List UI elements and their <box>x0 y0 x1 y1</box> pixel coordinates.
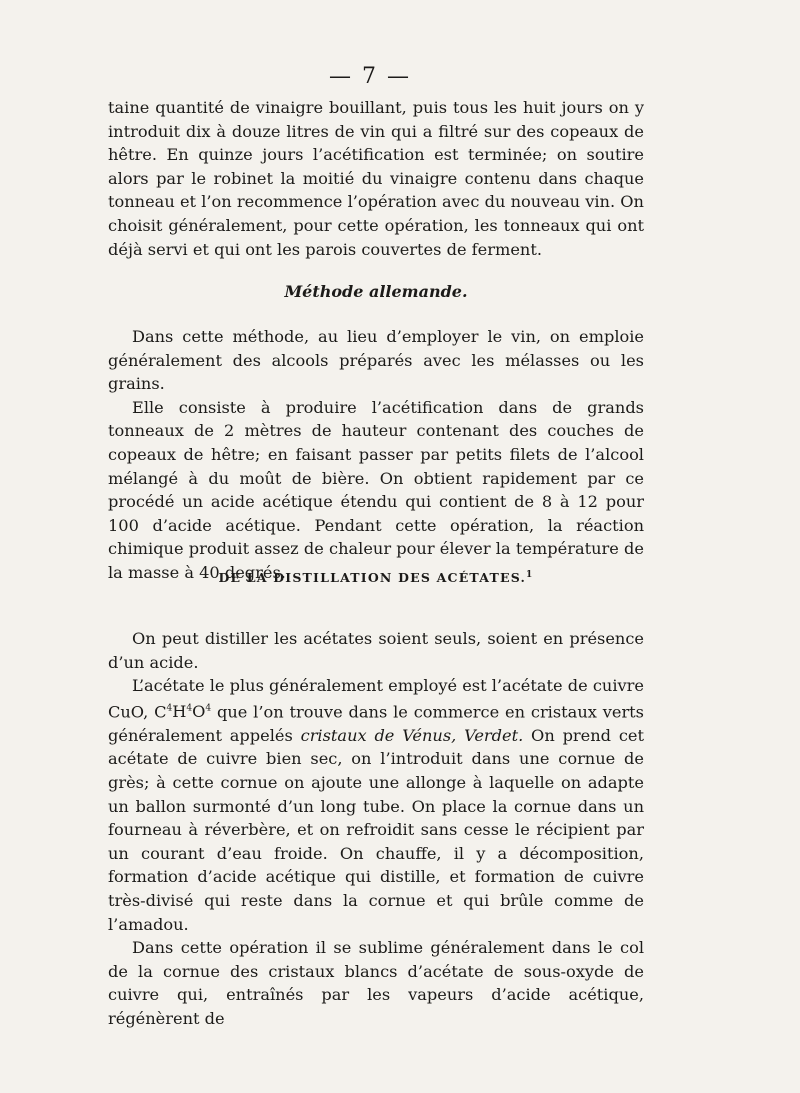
distillation-paragraphs <box>108 627 644 1030</box>
section-title: Méthode allemande. <box>284 282 468 301</box>
distillation-paragraph <box>108 674 644 936</box>
paragraph-segment: On prend cet acétate de cuivre bien sec, on l’introduit dans une cornue de grès; à cette cornue on ajoute une allonge à laquelle on adapte un ballon surmonté d’un long tube. On place la cornue dans un fourneau à réverbère, et on refroidit sans cesse le récipient par un courant d’eau froide. On chauffe, il y a décomposition, formation d’acide acétique qui distille, et formation de cuivre très-divisé qui reste dans la cornue et qui brûle comme de l’amadou. <box>108 725 645 934</box>
section-paragraph: Elle consiste à produire l’acétification dans de grands tonneaux de 2 mètres de hauteur contenant des couches de copeaux de hêtre; en faisant passer par petits filets de l’alcool mélangé à du moût de bière. On obtient rapidement par ce procédé un acide acétique étendu qui contient de 8 à 12 pour 100 d’acide acétique. Pendant cette opération, la réaction chimique produit assez de chaleur pour élever la température de la masse à 40 degrés. <box>108 397 644 582</box>
footnote-mark: 1 <box>526 570 534 580</box>
paragraph-text: taine quantité de vinaigre bouillant, puis tous les huit jours on y introduit dix à douze litres de vin qui a filtré sur des copeaux de hêtre. En quinze jours l’acétification est terminée; on soutire alors par le robinet la moitié du vinaigre contenu dans chaque tonneau et l’on recommence l’opération avec du nouveau vin. On choisit généralement, pour cette opération, les tonneaux qui ont déjà servi et qui ont les parois couvertes de ferment. <box>108 98 644 259</box>
formula-subscript: 4 <box>186 703 193 714</box>
chemical-formula <box>167 702 212 721</box>
page-number: — 7 — <box>329 64 411 89</box>
paragraph-1 <box>108 96 644 261</box>
italic-phrase: cristaux de Vénus, Verdet. <box>300 725 524 745</box>
distillation-paragraph: Dans cette opération il se sublime généralement dans le col de la cornue des cristaux blancs d’acétate de sous-oxyde de cuivre qui, entraînés par les vapeurs d’acide acétique, régénèrent de <box>108 938 644 1028</box>
distillation-heading <box>108 570 644 585</box>
heading-text: DE LA DISTILLATION DES ACÉTATES. <box>218 570 527 586</box>
paragraph-segment: L’acétate le plus généralement employé est l’acétate de cuivre CuO, C <box>108 676 644 722</box>
formula-subscript: 4 <box>205 703 212 714</box>
section-paragraph: Dans cette méthode, au lieu d’employer le vin, on emploie généralement des alcools préparés avec les mélasses ou les grains. <box>108 327 644 394</box>
formula-element: O <box>192 702 206 722</box>
distillation-paragraph: On peut distiller les acétates soient seuls, soient en présence d’un acide. <box>108 629 644 672</box>
formula-element: H <box>172 702 187 722</box>
formula-subscript: 4 <box>166 703 173 714</box>
section-paragraphs <box>108 325 644 585</box>
paragraph-segment: que l’on trouve dans le commerce en cristaux verts généralement appelés <box>108 702 644 745</box>
